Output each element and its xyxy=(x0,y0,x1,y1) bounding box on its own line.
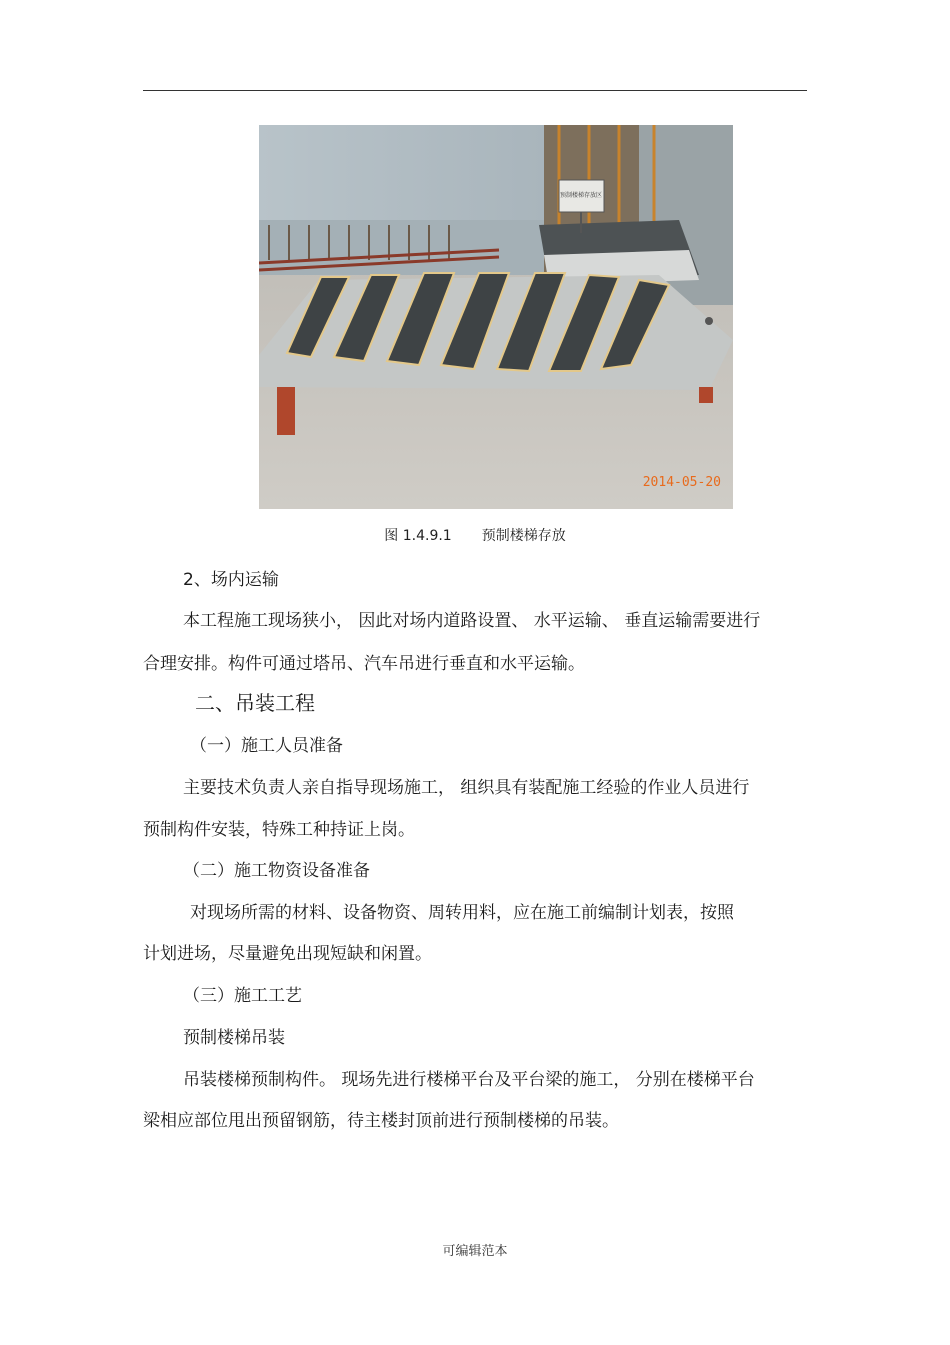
process-subheading: 预制楼梯吊装 xyxy=(183,1028,285,1048)
transport-heading: 2、场内运输 xyxy=(183,570,279,590)
photo-date-stamp: 2014-05-20 xyxy=(642,475,721,490)
figure-number: 图 1.4.9.1 xyxy=(384,528,452,544)
transport-paragraph-line1: 本工程施工现场狭小， 因此对场内道路设置、 水平运输、 垂直运输需要进行 xyxy=(183,611,761,631)
process-heading: （三）施工工艺 xyxy=(183,986,302,1006)
header-rule xyxy=(143,90,807,91)
personnel-paragraph-line1: 主要技术负责人亲自指导现场施工， 组织具有装配施工经验的作业人员进行 xyxy=(183,778,750,798)
process-paragraph-line2: 梁相应部位甩出预留钢筋，待主楼封顶前进行预制楼梯的吊装。 xyxy=(143,1111,619,1131)
process-paragraph-line1: 吊装楼梯预制构件。 现场先进行楼梯平台及平台梁的施工， 分别在楼梯平台 xyxy=(183,1070,755,1090)
figure-title: 预制楼梯存放 xyxy=(481,528,566,544)
page-footer: 可编辑范本 xyxy=(442,1244,508,1259)
figure-caption xyxy=(0,525,950,545)
materials-heading: （二）施工物资设备准备 xyxy=(183,861,370,881)
photo-sign-text: 预制楼梯存放区 xyxy=(559,192,603,199)
materials-paragraph-line1: 对现场所需的材料、设备物资、周转用料，应在施工前编制计划表，按照 xyxy=(190,903,734,923)
precast-stair-storage-photo xyxy=(259,125,733,509)
materials-paragraph-line2: 计划进场，尽量避免出现短缺和闲置。 xyxy=(143,944,432,964)
personnel-heading: （一）施工人员准备 xyxy=(190,736,343,756)
hoisting-heading: 二、吊装工程 xyxy=(195,691,315,715)
transport-paragraph-line2: 合理安排。构件可通过塔吊、汽车吊进行垂直和水平运输。 xyxy=(143,654,585,674)
personnel-paragraph-line2: 预制构件安装，特殊工种持证上岗。 xyxy=(143,820,415,840)
